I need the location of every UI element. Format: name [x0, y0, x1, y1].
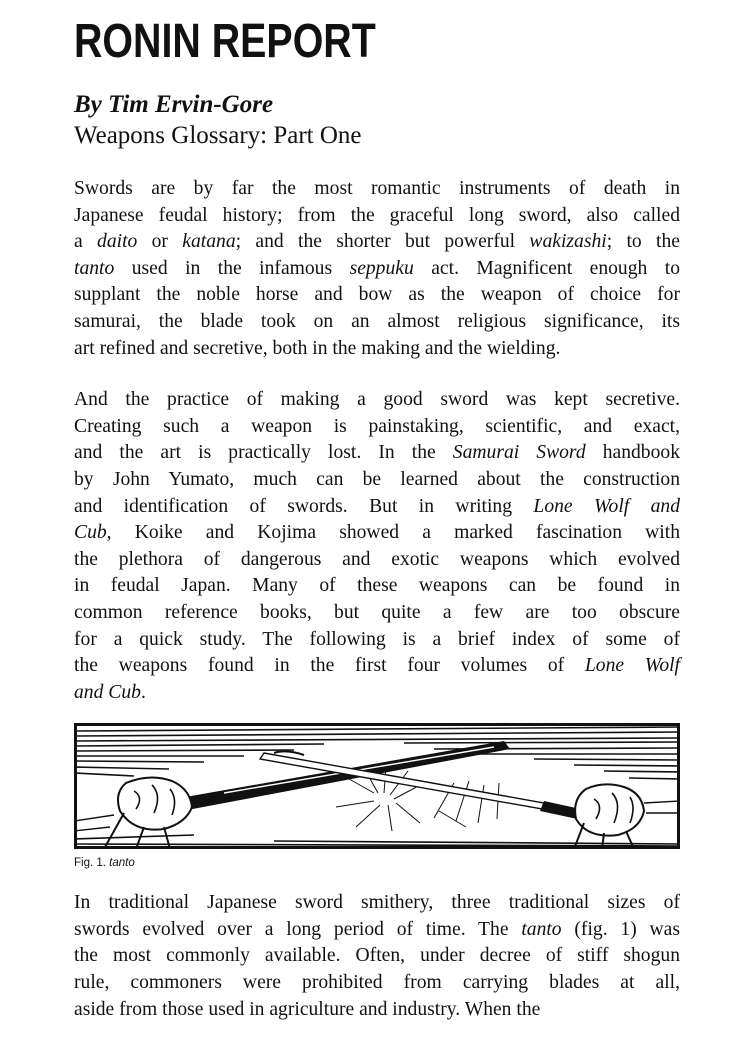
text-run: the most commonly available. Often, under decree of stiff shogun: [74, 945, 680, 967]
text-line: [74, 176, 680, 203]
text-line: [74, 467, 680, 494]
text-run: by John Yumato, much can be learned about the construction: [74, 468, 680, 490]
text-line: [74, 573, 680, 600]
scabbard: [174, 741, 510, 811]
text-run: a: [74, 231, 98, 253]
italic-term: katana: [182, 231, 236, 253]
italic-term: Lone Wolf: [584, 655, 680, 677]
paragraph-2: [74, 387, 680, 706]
text-line: [74, 256, 680, 283]
left-fist: [118, 778, 192, 830]
masthead-title: RONIN REPORT: [74, 15, 376, 68]
text-run: and the art is practically lost. In the: [74, 442, 453, 464]
italic-term: daito: [97, 231, 138, 253]
text-line: [74, 997, 680, 1024]
text-line: [74, 387, 680, 414]
text-line: [74, 627, 680, 654]
text-run: (fig. 1) was: [561, 918, 680, 940]
text-line: [74, 414, 680, 441]
italic-term: tanto: [521, 918, 562, 940]
text-line: [74, 547, 680, 574]
italic-term: seppuku: [349, 257, 414, 279]
italic-term: wakizashi: [529, 231, 607, 253]
text-run: used in the infamous: [114, 257, 350, 279]
text-run: In traditional Japanese sword smithery, three traditional sizes of: [74, 892, 680, 914]
tanto-illustration: [74, 723, 680, 849]
italic-term: Lone Wolf and: [533, 495, 680, 517]
text-run: ; to the: [606, 231, 680, 253]
text-run: Creating such a weapon is painstaking, scientific, and exact,: [74, 415, 680, 437]
text-line: [74, 203, 680, 230]
italic-term: Cub,: [74, 522, 112, 544]
text-line: [74, 494, 680, 521]
text-run: handbook: [585, 442, 680, 464]
text-line: [74, 680, 680, 707]
text-run: the plethora of dangerous and exotic weapons which evolved: [74, 548, 680, 570]
text-run: Japanese feudal history; from the graceful long sword, also called: [74, 204, 680, 226]
text-line: [74, 970, 680, 997]
text-line: [74, 890, 680, 917]
text-run: swords evolved over a long period of time. The: [74, 918, 522, 940]
text-run: And the practice of making a good sword was kept secretive.: [74, 389, 680, 411]
article-subtitle: Weapons Glossary: Part One: [74, 122, 362, 149]
caption-term: tanto: [109, 857, 135, 870]
caption-prefix: Fig. 1.: [74, 857, 110, 870]
article: [74, 14, 680, 1023]
author-byline: By Tim Ervin-Gore: [74, 91, 274, 118]
text-line: [74, 653, 680, 680]
text-run: common reference books, but quite a few are too obscure: [74, 601, 680, 623]
text-line: [74, 336, 680, 363]
text-line: [74, 309, 680, 336]
italic-term: and Cub: [74, 681, 141, 703]
text-run: aside from those used in agriculture and industry. When the: [74, 998, 541, 1020]
italic-term: Samurai Sword: [452, 442, 586, 464]
text-run: art refined and secretive, both in the making and the wielding.: [74, 337, 561, 359]
text-run: supplant the noble horse and bow as the weapon of choice for: [74, 284, 680, 306]
text-run: Koike and Kojima showed a marked fascination with: [111, 522, 680, 544]
text-line: [74, 600, 680, 627]
text-line: [74, 229, 680, 256]
text-run: rule, commoners were prohibited from carrying blades at all,: [74, 972, 680, 994]
sword-drawing: [74, 723, 680, 849]
text-run: samurai, the blade took on an almost religious significance, its: [74, 310, 680, 332]
text-run: ; and the shorter but powerful: [235, 231, 530, 253]
text-line: [74, 520, 680, 547]
paragraph-3: [74, 890, 680, 1023]
text-run: .: [140, 681, 146, 703]
text-run: the weapons found in the first four volumes of: [74, 655, 585, 677]
italic-term: tanto: [74, 257, 115, 279]
text-run: Swords are by far the most romantic instruments of death in: [74, 178, 680, 199]
text-line: [74, 282, 680, 309]
text-run: and identification of swords. But in writing: [74, 495, 534, 517]
text-run: or: [137, 231, 183, 253]
text-run: for a quick study. The following is a brief index of some of: [74, 628, 680, 650]
text-line: [74, 943, 680, 970]
figure-caption: [74, 856, 680, 870]
text-line: [74, 440, 680, 467]
paragraph-1: [74, 176, 680, 362]
text-run: act. Magnificent enough to: [413, 257, 680, 279]
text-run: in feudal Japan. Many of these weapons can be found in: [74, 575, 680, 597]
text-line: [74, 917, 680, 944]
